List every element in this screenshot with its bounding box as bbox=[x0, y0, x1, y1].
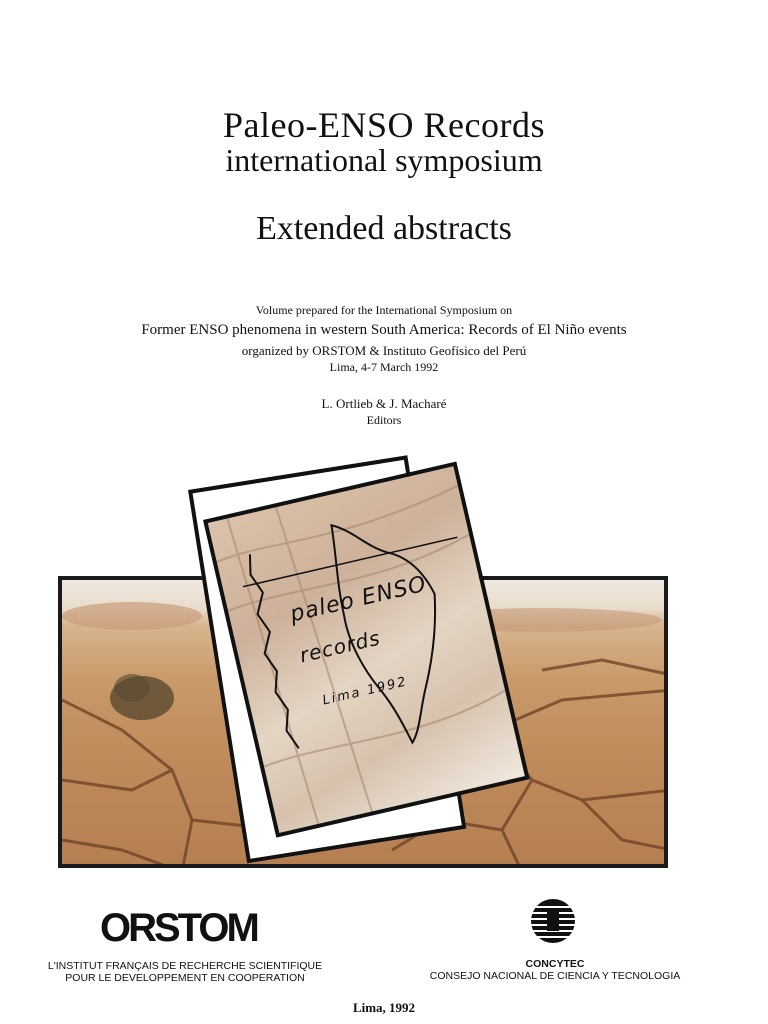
cover-card-line-2: records bbox=[297, 625, 383, 668]
title-line-3: Extended abstracts bbox=[256, 210, 512, 247]
cover-card-line-3: Lima 1992 bbox=[321, 674, 409, 709]
cover-card-line-1: paleo ENSO bbox=[287, 571, 430, 628]
orstom-line-2: POUR LE DEVELOPPEMENT EN COOPERATION bbox=[65, 972, 305, 984]
subtitle-line-2: Former ENSO phenomena in western South America: Records of El Niño events bbox=[141, 322, 627, 338]
editors-names: L. Ortlieb & J. Macharé bbox=[321, 396, 447, 411]
subtitle-line-3: organized by ORSTOM & Instituto Geofísico del Perú bbox=[241, 343, 527, 358]
orstom-line-1: L'INSTITUT FRANÇAIS DE RECHERCHE SCIENTIFIQUE bbox=[47, 960, 323, 972]
concytec-logo-icon bbox=[527, 897, 579, 950]
subtitle-line-1: Volume prepared for the International Symposium on bbox=[255, 303, 513, 317]
title-line-1: Paleo-ENSO Records bbox=[223, 105, 545, 145]
orstom-logo: ORSTOM bbox=[100, 906, 257, 950]
subtitle-line-4: Lima, 4-7 March 1992 bbox=[329, 360, 439, 374]
title-line-2: international symposium bbox=[225, 142, 543, 178]
concytec-full-name: CONSEJO NACIONAL DE CIENCIA Y TECNOLOGIA bbox=[429, 970, 681, 982]
editors-label: Editors bbox=[366, 413, 402, 427]
concytec-name: CONCYTEC bbox=[525, 958, 585, 970]
footer-place-date: Lima, 1992 bbox=[352, 1000, 416, 1015]
